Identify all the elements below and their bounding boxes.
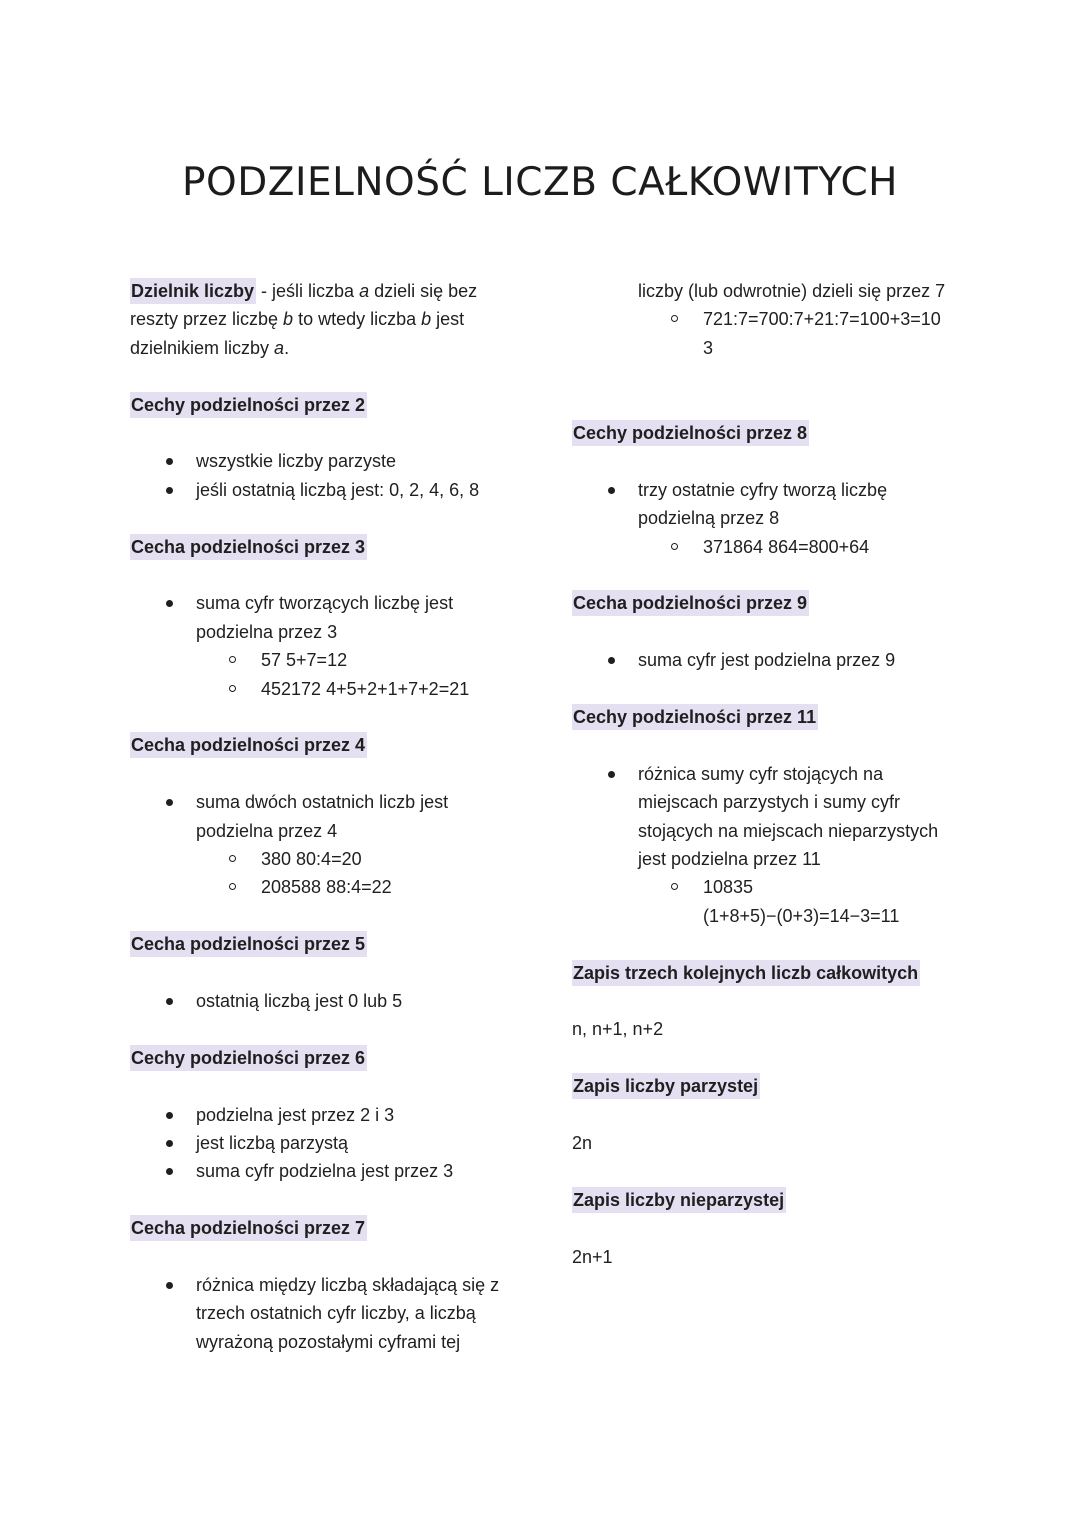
heading-label: Cecha podzielności przez 5	[130, 931, 367, 957]
section-heading-div5	[130, 930, 510, 958]
div4-list	[130, 788, 510, 902]
list-item: różnica między liczbą składającą się z trzech ostatnich cyfr liczby, a liczbą wyrażoną pozostałymi cyframi tej	[196, 1271, 510, 1356]
page-title: PODZIELNOŚĆ LICZB CAŁKOWITYCH	[181, 160, 899, 205]
example-number: 10835	[703, 877, 754, 898]
variable-b: b	[283, 309, 294, 330]
heading-label: Cechy podzielności przez 8	[572, 420, 809, 446]
div3-list	[130, 589, 510, 703]
list-item-text: trzy ostatnie cyfry tworzą liczbę podzielną przez 8	[638, 479, 888, 529]
definition-paragraph	[130, 277, 510, 362]
list-item: ostatnią liczbą jest 0 lub 5	[196, 987, 510, 1015]
heading-label: Cecha podzielności przez 7	[130, 1215, 367, 1241]
example-item: 380 80:4=20	[261, 845, 510, 873]
variable-b: b	[421, 309, 432, 330]
div9-list	[572, 646, 962, 674]
heading-label: Cecha podzielności przez 9	[572, 590, 809, 616]
section-heading-div9	[572, 589, 962, 617]
section-heading-div7	[130, 1214, 510, 1242]
left-column	[130, 277, 510, 1356]
variable-a: a	[274, 337, 285, 358]
list-item-text: suma cyfr tworzących liczbę jest podzielna przez 3	[196, 593, 454, 642]
div6-list	[130, 1101, 510, 1186]
list-item-text: różnica sumy cyfr stojących na miejscach parzystych i sumy cyfr stojących na miejscach nieparzystych jest podzielna przez 11	[638, 763, 939, 870]
div5-list	[130, 987, 510, 1015]
section-heading-div4	[130, 731, 510, 759]
div7-examples	[572, 305, 962, 362]
list-item: jest liczbą parzystą	[196, 1129, 510, 1157]
section-heading-div6	[130, 1044, 510, 1072]
div3-examples	[196, 646, 510, 703]
list-item-text: suma dwóch ostatnich liczb jest podzielna przez 4	[196, 792, 449, 841]
section-heading-div3	[130, 533, 510, 561]
even-formula: 2n	[572, 1133, 593, 1154]
div2-list	[130, 447, 510, 504]
div8-examples	[638, 533, 962, 561]
example-item: 452172 4+5+2+1+7+2=21	[261, 675, 510, 703]
div11-examples	[638, 873, 962, 930]
example-item	[703, 873, 962, 930]
div7-continuation: liczby (lub odwrotnie) dzieli się przez 7	[638, 281, 946, 301]
consecutive-formula: n, n+1, n+2	[572, 1019, 664, 1040]
section-heading-consecutive	[572, 959, 962, 987]
list-item	[638, 476, 962, 561]
definition-text: .	[284, 337, 290, 358]
example-item: 371864 864=800+64	[703, 533, 962, 561]
section-heading-odd	[572, 1186, 962, 1214]
section-heading-div11	[572, 703, 962, 731]
list-item: suma cyfr podzielna jest przez 3	[196, 1157, 510, 1185]
heading-label: Cechy podzielności przez 6	[130, 1045, 367, 1071]
list-item: podzielna jest przez 2 i 3	[196, 1101, 510, 1129]
section-heading-div2	[130, 391, 510, 419]
heading-label: Zapis liczby nieparzystej	[572, 1187, 786, 1213]
example-item: 57 5+7=12	[261, 646, 510, 674]
heading-label: Cechy podzielności przez 11	[572, 704, 818, 730]
example-item: 721:7=700:7+21:7=100+3=103	[703, 305, 948, 362]
heading-label: Zapis liczby parzystej	[572, 1073, 760, 1099]
section-heading-div8	[572, 419, 962, 447]
div8-list	[572, 476, 962, 561]
list-item: suma cyfr jest podzielna przez 9	[638, 646, 962, 674]
definition-text: - jeśli liczba	[256, 281, 360, 301]
div7-list	[130, 1271, 510, 1356]
variable-a: a	[359, 281, 370, 301]
div4-examples	[196, 845, 510, 902]
list-item	[196, 589, 510, 703]
list-item	[196, 788, 510, 902]
example-item: 208588 88:4=22	[261, 873, 510, 901]
heading-label: Cechy podzielności przez 2	[130, 392, 367, 418]
odd-formula: 2n+1	[572, 1246, 613, 1267]
heading-label: Cecha podzielności przez 3	[130, 534, 367, 560]
heading-label: Cecha podzielności przez 4	[130, 732, 367, 758]
definition-term: Dzielnik liczby	[130, 278, 256, 304]
div11-list	[572, 760, 962, 930]
list-item	[638, 760, 962, 930]
right-column	[572, 277, 962, 1271]
example-calculation: (1+8+5)−(0+3)=14−3=11	[703, 905, 900, 926]
list-item: jeśli ostatnią liczbą jest: 0, 2, 4, 6, 8	[196, 476, 510, 504]
list-item: wszystkie liczby parzyste	[196, 447, 510, 475]
definition-text: dzieli się bez reszty przez liczbę	[130, 281, 478, 330]
definition-text: to wtedy liczba	[293, 309, 422, 330]
section-heading-even	[572, 1072, 962, 1100]
definition-text: jest dzielnikiem liczby	[130, 309, 465, 358]
heading-label: Zapis trzech kolejnych liczb całkowitych	[572, 960, 920, 986]
